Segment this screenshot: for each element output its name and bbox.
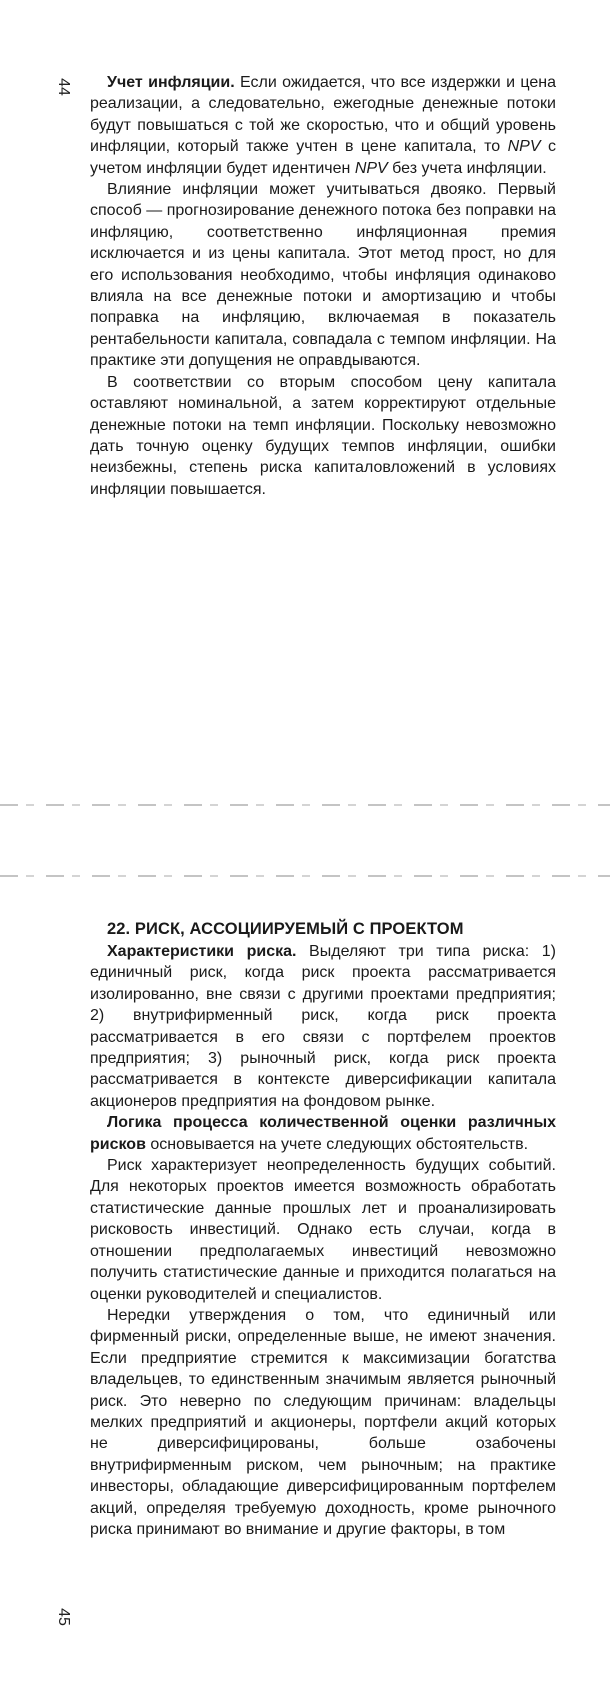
paragraph-lead: Характеристики риска. [107,943,297,960]
paragraph-text: без учета инфляции. [387,159,547,177]
paragraph-risk-logic [90,1112,556,1155]
paragraph-inflation-methods: Влияние инфляции может учитываться двояко. Первый способ — прогнозирование денежного потока без поправки на инфляцию, соответственно инфляционная премия исключается и из цены капитала. Этот метод прост, но для его использования необходимо, чтобы инфляция одинаково влияла на все денежные потоки и амортизацию и чтобы поправка на инфляцию, включаемая в показатель рентабельности капитала, совпадала с темпом инфляции. На практике эти допущения не оправдываются. [90,181,556,370]
page-divider-line [0,804,610,806]
paragraph-risk-characteristics [90,941,556,1112]
paragraph-inflation-accounting [90,72,556,179]
page-number-top: 44 [55,78,72,96]
paragraph-text: Выделяют три типа риска: 1) единичный риск, когда риск проекта рассматривается изолированно, вне связи с другими проектами предприятия; 2) внутрифирменный риск, когда риск проекта рассматривается в его связи с портфелем проектов предприятия; 3) рыночный риск, когда риск проекта рассматривается в контексте диверсификации капитала акционеров предприятия на фондовом рынке. [90,943,557,1110]
paragraph-lead: Учет инфляции. [107,74,235,91]
paragraph-text: Если ожидается, что все издержки и цена реализации, а следовательно, ежегодные денежные потоки будут повышаться с той же скоростью, что и общий уровень инфляции, который также учтен в цене капитала, то [90,74,557,156]
paragraph-market-risk: Нередки утверждения о том, что единичный или фирменный риски, определенные выше, не имеют значения. Если предприятие стремится к максимизации богатства владельцев, то единственным значимым является рыночный риск. Это неверно по следующим причинам: владельцы мелких предприятий и акционеры, портфели акций которых не диверсифицированы, больше озабочены внутрифирменным риском, чем рыночным; на практике инвесторы, обладающие диверсифицированным портфелем акций, определяя требуемую доходность, кроме рыночного риска принимают во внимание и другие факторы, в том [90,1306,556,1538]
paragraph-text: с учетом инфляции будет идентичен [90,138,556,177]
paragraph-lead: Логика процесса количественной оценки различных рисков [90,1114,556,1153]
top-text-block [90,72,556,500]
paragraph-text: основывается на учете следующих обстоятельств. [145,1135,529,1153]
section-heading: 22. РИСК, АССОЦИИРУЕМЫЙ С ПРОЕКТОМ [107,920,464,938]
npv-term: NPV [507,138,541,156]
paragraph-risk-uncertainty: Риск характеризует неопределенность будущих событий. Для некоторых проектов имеется возможность обработать статистические данные прошлых лет и проанализировать рисковость инвестиций. Однако есть случаи, когда в отношении предполагаемых инвестиций невозможно получить статистические данные и приходится полагаться на оценки руководителей и специалистов. [90,1157,556,1303]
npv-term: NPV [354,159,388,177]
page-number-bottom: 45 [55,1608,72,1626]
bottom-text-block [90,918,556,1540]
paragraph-second-method: В соответствии со вторым способом цену капитала оставляют номинальной, а затем корректируют отдельные денежные потоки на темп инфляции. Поскольку невозможно дать точную оценку будущих темпов инфляции, ошибки неизбежны, степень риска капиталовложений в условиях инфляции повышается. [90,373,556,498]
page-divider-line [0,875,610,877]
